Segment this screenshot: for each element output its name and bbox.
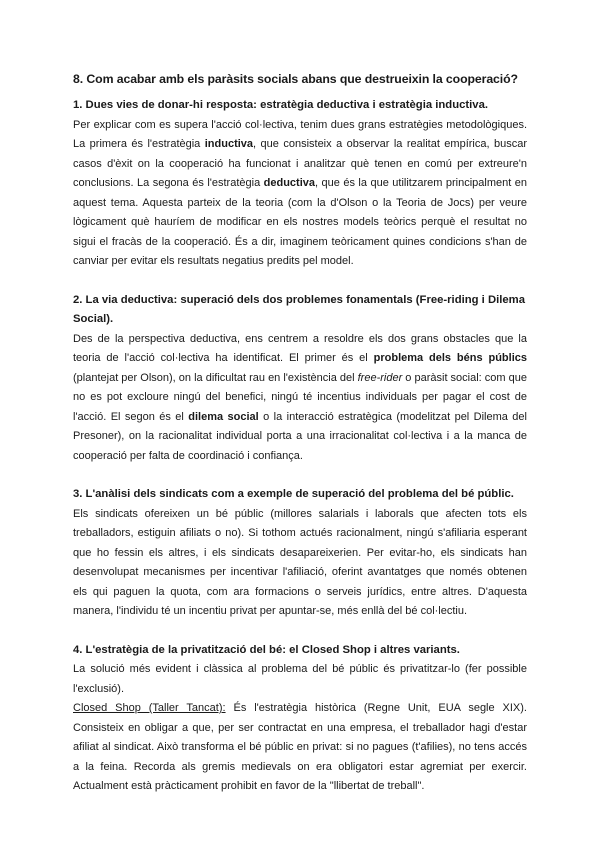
text-run: Els sindicats ofereixen un bé públic (millores salarials i laborals que afecten tots els treballadors, estiguin afiliats o no). Si tothom actués racionalment, ningú s'afiliaria esperant que ho fessin els altres, i els sindicats desapareixerien. Per evitar-ho, els sindicats han desenvolupat mecanismes per incentivar l'afiliació, oferint avantatges que només obtenen els qui paguen la quota, com ara formacions o serveis jurídics, entre altres. D'aquesta manera, l'individu té un incentiu privat per apuntar-se, més enllà del bé col·lectiu. bbox=[73, 507, 527, 617]
text-run: , que consisteix a observar la realitat empírica, buscar casos d'èxit on la cooperació ha funcionat i analitzar què tenen en comú per extreure'n conclusions. La segona és l'estratègia bbox=[73, 138, 527, 189]
section-paragraph bbox=[73, 330, 527, 467]
text-run: o paràsit social: com que no es pot excloure ningú del benefici, ningú té incentius individuals per pagar el cost de l'acció. El segon és el bbox=[73, 371, 527, 423]
underlined-term: Closed Shop (Taller Tancat): bbox=[73, 702, 226, 714]
section-paragraph bbox=[73, 116, 527, 272]
bold-term: dilema social bbox=[188, 410, 259, 423]
section-2 bbox=[73, 291, 527, 467]
section-paragraph bbox=[73, 660, 527, 699]
section-1 bbox=[73, 96, 527, 272]
text-run: , que és la que utilitzarem principalment en aquest tema. Aquesta parteix de la teoria (com la d'Olson o la Teoria de Jocs) per veure lògicament què hauríem de modificar en els nostres models teòrics perquè el resultat no sigui el fracàs de la cooperació. És a dir, imaginem teòricament quines condicions s'han de canviar per evitar els resultats negatius predits pel model. bbox=[73, 177, 527, 267]
section-heading: 1. Dues vies de donar-hi resposta: estratègia deductiva i estratègia inductiva. bbox=[73, 99, 488, 111]
text-run: Per explicar com es supera l'acció col·lectiva, tenim dues grans estratègies metodològiques. La primera és l'estratègia bbox=[73, 118, 527, 150]
section-paragraph bbox=[73, 699, 527, 797]
bold-term: deductiva bbox=[263, 177, 316, 189]
page-title: 8. Com acabar amb els paràsits socials abans que destrueixin la cooperació? bbox=[73, 72, 518, 86]
section-spacer bbox=[73, 466, 527, 485]
section-heading: 4. L'estratègia de la privatització del bé: el Closed Shop i altres variants. bbox=[73, 643, 460, 656]
section-heading: 2. La via deductiva: superació dels dos problemes fonamentals (Free-riding i Dilema Social). bbox=[73, 293, 526, 325]
italic-term: free-rider bbox=[357, 371, 403, 384]
text-run: La solució més evident i clàssica al problema del bé públic és privatitzar-lo (fer possible l'exclusió). bbox=[73, 663, 527, 695]
section-heading: 3. L'anàlisi dels sindicats com a exemple de superació del problema del bé públic. bbox=[73, 488, 514, 500]
section-3 bbox=[73, 485, 527, 622]
section-paragraph bbox=[73, 505, 527, 622]
section-spacer bbox=[73, 622, 527, 641]
text-run: o la interacció estratègica (modelitzat pel Dilema del Presoner), on la racionalitat individual porta a una irracionalitat col·lectiva i a la manca de cooperació per falta de coordinació i confiança. bbox=[73, 410, 527, 462]
sections-container bbox=[73, 96, 527, 797]
section-4 bbox=[73, 641, 527, 797]
bold-term: problema dels béns públics bbox=[373, 352, 527, 364]
text-run: És l'estratègia històrica (Regne Unit, EUA segle XIX). Consisteix en obligar a que, per ser contractat en una empresa, el treballador hagi d'estar afiliat al sindicat. Això transforma el bé públic en privat: si no pagues (t'afilies), no tens accés a la feina. Recorda als gremis medievals on era obligatori estar agremiat per exercir. Actualment està pràcticament prohibit en favor de la "llibertat de treball". bbox=[73, 702, 527, 792]
bold-term: inductiva bbox=[204, 138, 254, 150]
section-spacer bbox=[73, 272, 527, 291]
text-run: (plantejat per Olson), on la dificultat rau en l'existència del bbox=[73, 371, 358, 384]
text-run: Des de la perspectiva deductiva, ens centrem a resoldre els dos grans obstacles que la teoria de l'acció col·lectiva ha identificat. El primer és el bbox=[73, 332, 527, 364]
